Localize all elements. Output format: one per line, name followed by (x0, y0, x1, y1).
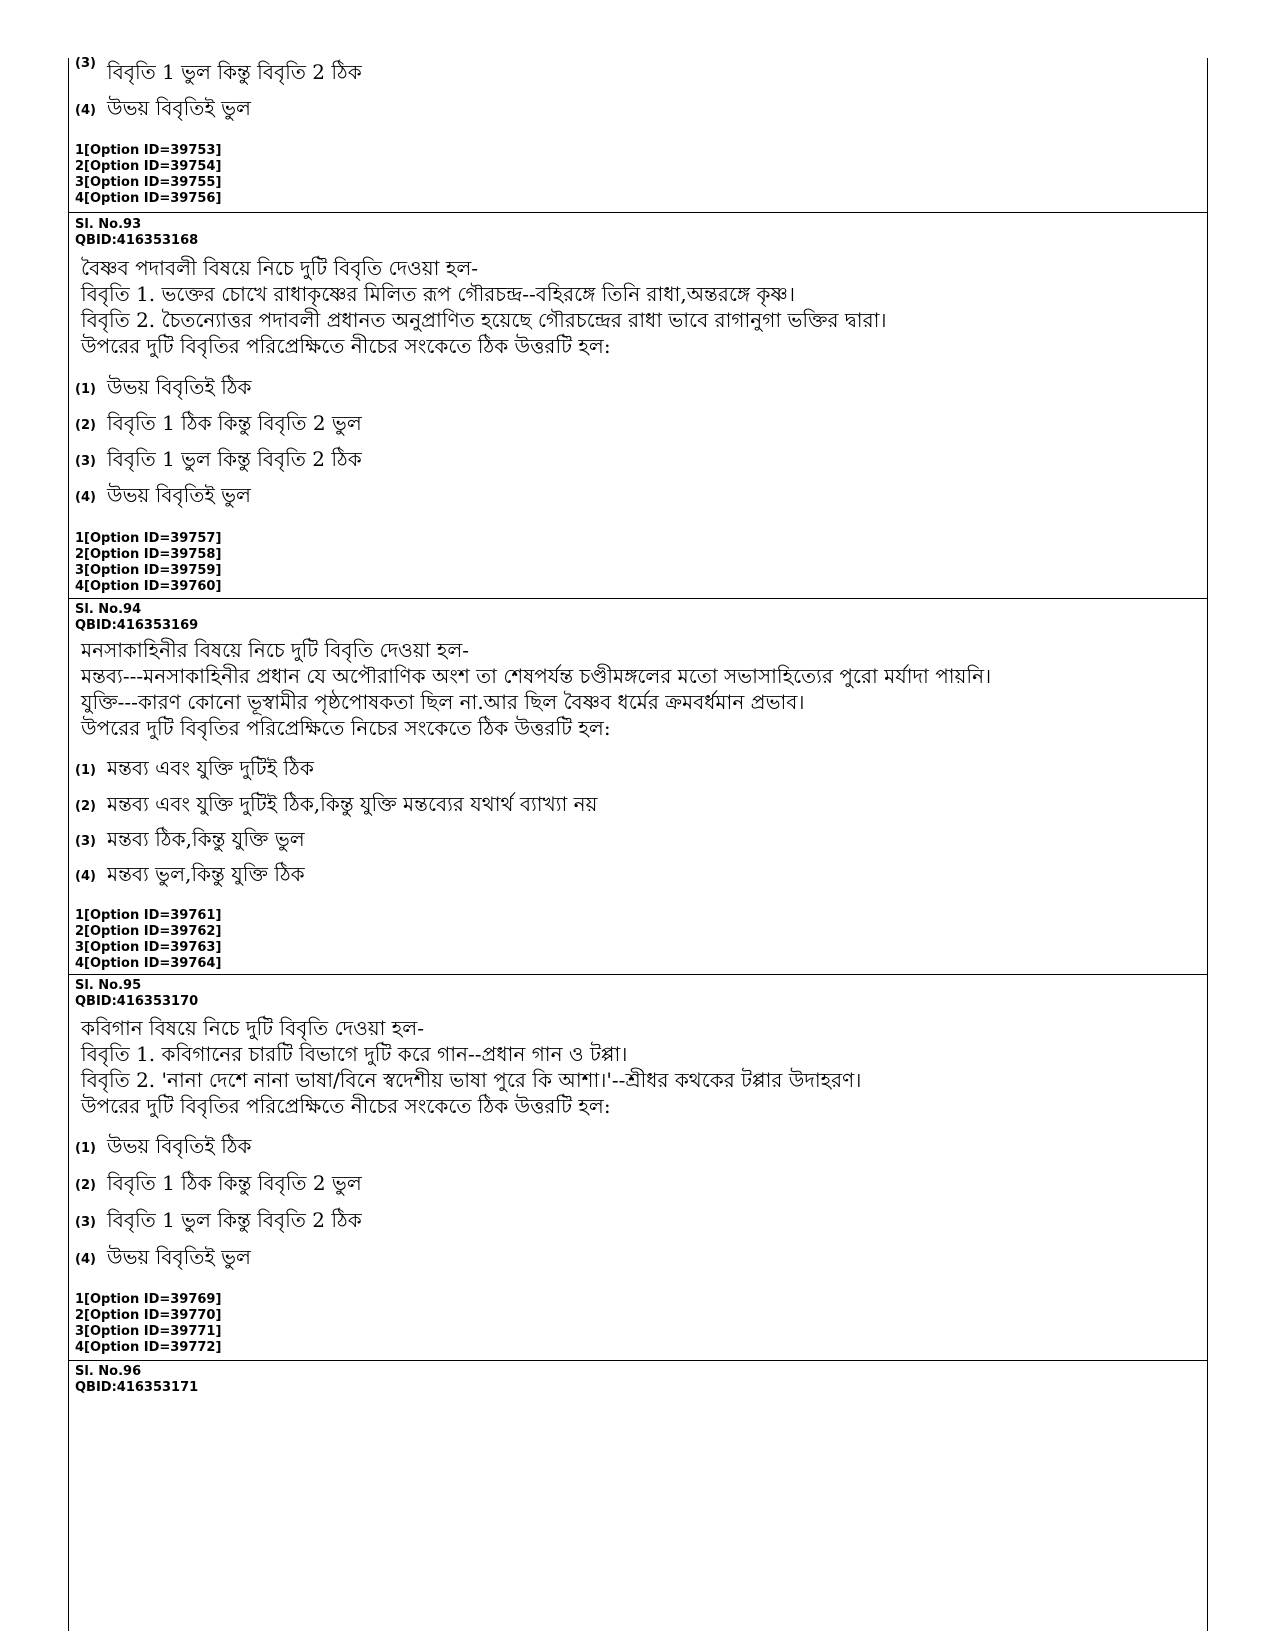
qbid: QBID:416353171 (75, 1380, 199, 1395)
option-number: (4) (75, 869, 96, 884)
option-id: 4[Option ID=39772] (75, 1340, 222, 1355)
option-id: 4[Option ID=39760] (75, 579, 222, 594)
option-4 (75, 94, 251, 127)
option-number: (3) (75, 1215, 96, 1230)
statement-1: বিবৃতি 1. কবিগানের চারটি বিভাগে দুটি করে গান--প্রধান গান ও টপ্পা। (81, 1042, 628, 1066)
option-id: 4[Option ID=39756] (75, 191, 222, 206)
option-id-list (75, 908, 221, 972)
option-number: (4) (75, 490, 96, 505)
option-id: 2[Option ID=39754] (75, 159, 222, 174)
option-text: বিবৃতি 1 ভুল কিন্তু বিবৃতি 2 ঠিক (107, 60, 362, 84)
option-number: (2) (75, 1178, 96, 1193)
question-paper-page (68, 58, 1208, 1631)
question-prompt: উপরের দুটি বিবৃতির পরিপ্রেক্ষিতে নীচের সংকেতে ঠিক উত্তরটি হল: (81, 334, 611, 358)
option-text: মন্তব্য এবং যুক্তি দুটিই ঠিক (107, 756, 314, 780)
question-block-95 (69, 975, 1207, 1361)
serial-number: Sl. No.93 (75, 217, 142, 232)
serial-number: Sl. No.96 (75, 1364, 142, 1379)
option-number: (4) (75, 1252, 96, 1267)
option-1 (75, 754, 314, 787)
option-text: উভয় বিবৃতিই ঠিক (107, 1134, 252, 1158)
option-id: 2[Option ID=39770] (75, 1308, 222, 1323)
option-text: বিবৃতি 1 ভুল কিন্তু বিবৃতি 2 ঠিক (107, 1208, 362, 1232)
question-block-prev (69, 58, 1207, 213)
option-3 (75, 825, 305, 858)
option-id: 1[Option ID=39753] (75, 143, 222, 158)
option-2 (75, 790, 597, 823)
option-id-list (75, 1292, 221, 1356)
question-intro: কবিগান বিষয়ে নিচে দুটি বিবৃতি দেওয়া হল- (81, 1016, 424, 1040)
option-id: 2[Option ID=39758] (75, 547, 222, 562)
option-text: বিবৃতি 1 ঠিক কিন্তু বিবৃতি 2 ভুল (107, 411, 362, 435)
serial-number: Sl. No.95 (75, 978, 142, 993)
option-number: (3) (75, 834, 96, 849)
qbid: QBID:416353169 (75, 618, 199, 633)
question-block-94 (69, 599, 1207, 975)
option-1 (75, 373, 252, 406)
question-block-93 (69, 213, 1207, 599)
option-text: মন্তব্য ঠিক,কিন্তু যুক্তি ভুল (107, 827, 305, 851)
statement-2: বিবৃতি 2. 'নানা দেশে নানা ভাষা/বিনে স্বদেশীয় ভাষা পুরে কি আশা।'--শ্রীধর কথকের টপ্পার উদাহরণ। (81, 1068, 862, 1092)
option-number: (3) (75, 56, 96, 71)
question-prompt: উপরের দুটি বিবৃতির পরিপ্রেক্ষিতে নীচের সংকেতে ঠিক উত্তরটি হল: (81, 1094, 611, 1118)
option-text: বিবৃতি 1 ঠিক কিন্তু বিবৃতি 2 ভুল (107, 1171, 362, 1195)
question-intro: বৈষ্ণব পদাবলী বিষয়ে নিচে দুটি বিবৃতি দেওয়া হল- (81, 256, 478, 280)
option-2 (75, 1169, 362, 1202)
statement-2: বিবৃতি 2. চৈতন্যোত্তর পদাবলী প্রধানত অনুপ্রাণিত হয়েছে গৌরচন্দ্রের রাধা ভাবে রাগানুগা ভক্তির দ্বারা। (81, 308, 887, 332)
option-id-list (75, 531, 221, 595)
option-number: (1) (75, 763, 96, 778)
option-id: 3[Option ID=39763] (75, 940, 222, 955)
option-3 (75, 445, 362, 478)
option-3 (75, 58, 362, 91)
option-4 (75, 1243, 251, 1276)
qbid: QBID:416353170 (75, 994, 199, 1009)
option-number: (2) (75, 418, 96, 433)
option-text: উভয় বিবৃতিই ভুল (107, 483, 251, 507)
option-4 (75, 481, 251, 514)
statement-reason: যুক্তি---কারণ কোনো ভূস্বামীর পৃষ্ঠপোষকতা ছিল না.আর ছিল বৈষ্ণব ধর্মের ক্রমবর্ধমান প্রভাব। (81, 690, 805, 714)
option-number: (1) (75, 382, 96, 397)
option-id: 1[Option ID=39757] (75, 531, 222, 546)
option-3 (75, 1206, 362, 1239)
option-id-list (75, 143, 221, 207)
option-text: মন্তব্য এবং যুক্তি দুটিই ঠিক,কিন্তু যুক্তি মন্তব্যের যথার্থ ব্যাখ্যা নয় (107, 792, 598, 816)
option-1 (75, 1132, 252, 1165)
option-id: 3[Option ID=39755] (75, 175, 222, 190)
qbid: QBID:416353168 (75, 233, 199, 248)
option-id: 1[Option ID=39769] (75, 1292, 222, 1307)
statement-assertion: মন্তব্য---মনসাকাহিনীর প্রধান যে অপৌরাণিক অংশ তা শেষপর্যন্ত চণ্ডীমঙ্গলের মতো সভাসাহিত্যের পুরো মর্যাদা পায়নি। (81, 664, 992, 688)
option-id: 4[Option ID=39764] (75, 956, 222, 971)
option-text: উভয় বিবৃতিই ভুল (107, 1245, 251, 1269)
statement-1: বিবৃতি 1. ভক্তের চোখে রাধাকৃষ্ণের মিলিত রূপ গৌরচন্দ্র--বহিরঙ্গে তিনি রাধা,অন্তরঙ্গে কৃষ্ণ। (81, 282, 796, 306)
option-text: বিবৃতি 1 ভুল কিন্তু বিবৃতি 2 ঠিক (107, 447, 362, 471)
option-id: 1[Option ID=39761] (75, 908, 222, 923)
serial-number: Sl. No.94 (75, 602, 142, 617)
option-text: উভয় বিবৃতিই ঠিক (107, 375, 252, 399)
option-id: 3[Option ID=39771] (75, 1324, 222, 1339)
option-number: (2) (75, 799, 96, 814)
option-id: 3[Option ID=39759] (75, 563, 222, 578)
option-4 (75, 860, 305, 893)
question-intro: মনসাকাহিনীর বিষয়ে নিচে দুটি বিবৃতি দেওয়া হল- (81, 638, 469, 662)
option-text: মন্তব্য ভুল,কিন্তু যুক্তি ঠিক (107, 862, 305, 886)
option-number: (1) (75, 1141, 96, 1156)
question-prompt: উপরের দুটি বিবৃতির পরিপ্রেক্ষিতে নিচের সংকেতে ঠিক উত্তরটি হল: (81, 716, 611, 740)
option-number: (4) (75, 103, 96, 118)
question-block-96 (69, 1361, 1207, 1631)
option-id: 2[Option ID=39762] (75, 924, 222, 939)
option-number: (3) (75, 454, 96, 469)
option-text: উভয় বিবৃতিই ভুল (107, 96, 251, 120)
option-2 (75, 409, 362, 442)
